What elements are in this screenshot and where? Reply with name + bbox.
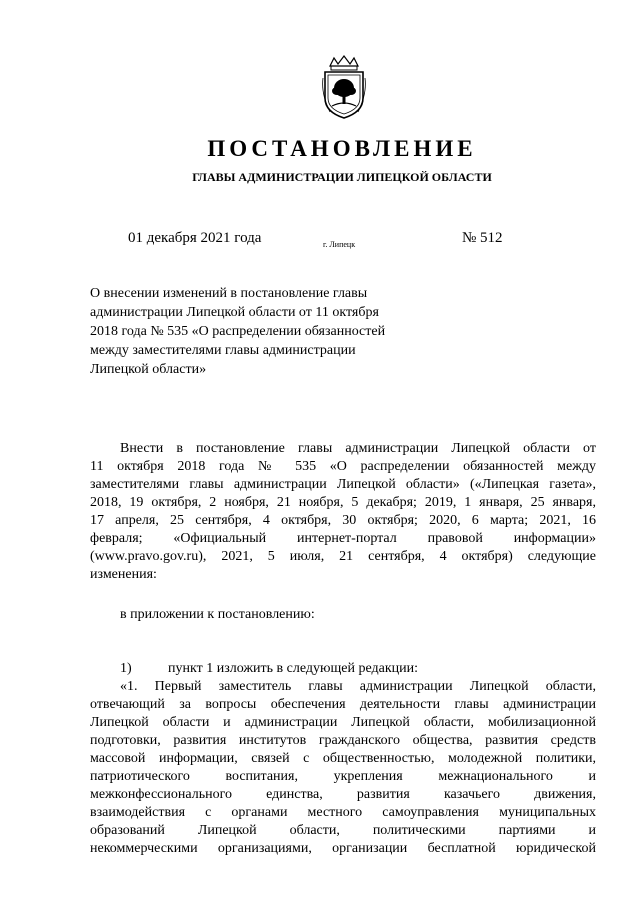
- subject-line: Липецкой области»: [90, 362, 207, 377]
- quote-line: образований Липецкой области, политическими партиями и: [90, 823, 596, 838]
- quote-line: массовой информации, связей с общественностью, молодежной политики,: [90, 751, 596, 766]
- document-number: № 512: [462, 230, 503, 246]
- list-item: [90, 660, 596, 678]
- paragraph-line: 2018, 19 октября, 2 ноября, 21 ноября, 5 декабря; 2019, 1 января, 25 января,: [90, 495, 596, 510]
- quote-line: некоммерческими организациями, организации бесплатной юридической: [90, 841, 596, 856]
- document-subject: [90, 284, 430, 379]
- document-body: [90, 440, 596, 858]
- paragraph-annex: в приложении к постановлению:: [120, 607, 315, 622]
- document-title: ПОСТАНОВЛЕНИЕ: [207, 136, 477, 161]
- subject-line: 2018 года № 535 «О распределении обязанностей: [90, 324, 386, 339]
- subject-line: администрации Липецкой области от 11 октября: [90, 305, 379, 320]
- quote-line: патриотического воспитания, укрепления межнационального и: [90, 769, 596, 784]
- document-place: г. Липецк: [323, 240, 356, 249]
- paragraph-line: изменения:: [90, 567, 157, 582]
- quote-line: взаимодействия с органами местного самоуправления муниципальных: [90, 805, 596, 820]
- document-subtitle: ГЛАВЫ АДМИНИСТРАЦИИ ЛИПЕЦКОЙ ОБЛАСТИ: [192, 170, 492, 184]
- quote-line: «1. Первый заместитель главы администрации Липецкой области,: [120, 679, 596, 694]
- lipetsk-coat-of-arms-icon: [322, 54, 366, 122]
- paragraph-line: (www.pravo.gov.ru), 2021, 5 июля, 21 сентября, 4 октября) следующие: [90, 549, 596, 564]
- quote-line: подготовки, развития институтов гражданского общества, развития средств: [90, 733, 596, 748]
- quote-line: отвечающий за вопросы обеспечения деятельности главы администрации: [90, 697, 596, 712]
- quote-line: межконфессионального единства, развития казачьего движения,: [90, 787, 596, 802]
- subject-line: О внесении изменений в постановление главы: [90, 286, 368, 301]
- document-date: 01 декабря 2021 года: [128, 230, 262, 246]
- paragraph-line: Внести в постановление главы администрации Липецкой области от: [120, 441, 596, 456]
- subject-line: между заместителями главы администрации: [90, 343, 356, 358]
- paragraph-line: 11 октября 2018 года № 535 «О распределении обязанностей между: [90, 459, 596, 474]
- paragraph-line: заместителями главы администрации Липецкой области» («Липецкая газета»,: [90, 477, 596, 492]
- paragraph-line: 17 апреля, 25 сентября, 4 октября, 30 октября; 2020, 6 марта; 2021, 16: [90, 513, 596, 528]
- paragraph-line: февраля; «Официальный интернет-портал правовой информации»: [90, 531, 596, 546]
- quote-line: Липецкой области и администрации Липецкой области, мобилизационной: [90, 715, 596, 730]
- list-item-text: пункт 1 изложить в следующей редакции:: [168, 661, 418, 676]
- list-item-number: 1): [120, 661, 132, 676]
